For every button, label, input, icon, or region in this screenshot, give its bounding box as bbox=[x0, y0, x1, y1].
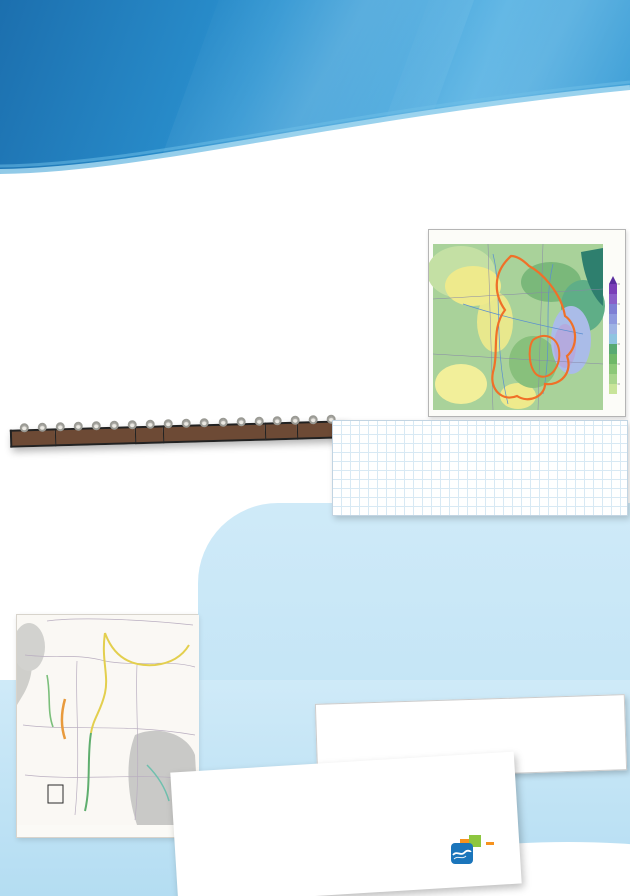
intro-paragraph bbox=[88, 166, 626, 217]
spiral-ring-icon bbox=[290, 416, 299, 425]
text-wrap-spacer bbox=[88, 183, 135, 200]
climate-text bbox=[24, 261, 428, 263]
eptb-logo-icon bbox=[451, 835, 485, 865]
analysis-text bbox=[333, 513, 628, 520]
spiral-ring-icon bbox=[56, 422, 65, 431]
spiral-ring-icon bbox=[164, 419, 173, 428]
spiral-ring-icon bbox=[128, 420, 137, 429]
spiral-ring-icon bbox=[236, 417, 245, 426]
spiral-ring-icon bbox=[110, 421, 119, 430]
precipitation-map-image bbox=[429, 230, 625, 416]
col-flow-unit bbox=[266, 431, 295, 432]
spiral-ring-icon bbox=[38, 423, 47, 432]
text-wrap-spacer bbox=[88, 166, 180, 183]
text-wrap-spacer bbox=[206, 630, 333, 643]
vigilance-map bbox=[16, 614, 198, 838]
text-wrap-spacer bbox=[88, 200, 97, 217]
spiral-ring-icon bbox=[74, 422, 83, 431]
belfort-chart-svg bbox=[172, 755, 518, 890]
blue-wave-icon bbox=[451, 843, 473, 864]
belfort-weather-chart bbox=[170, 752, 521, 896]
eptb-logo bbox=[446, 835, 630, 864]
spiral-ring-icon bbox=[254, 417, 263, 426]
flood-table-sheet bbox=[10, 414, 347, 453]
spiral-ring-icon bbox=[308, 415, 317, 424]
eptb-banner bbox=[486, 842, 494, 845]
spiral-ring-icon bbox=[272, 416, 281, 425]
analysis-paragraph-3 bbox=[206, 617, 628, 643]
precipitation-map bbox=[428, 229, 626, 417]
spiral-ring-icon bbox=[20, 423, 29, 432]
spiral-ring-icon bbox=[182, 419, 191, 428]
text-wrap-spacer bbox=[206, 617, 333, 630]
spiral-ring-icon bbox=[146, 420, 155, 429]
spiral-ring-icon bbox=[218, 418, 227, 427]
spiral-ring-icon bbox=[200, 418, 209, 427]
return-period-note bbox=[332, 420, 628, 516]
spiral-ring-icon bbox=[92, 421, 101, 430]
